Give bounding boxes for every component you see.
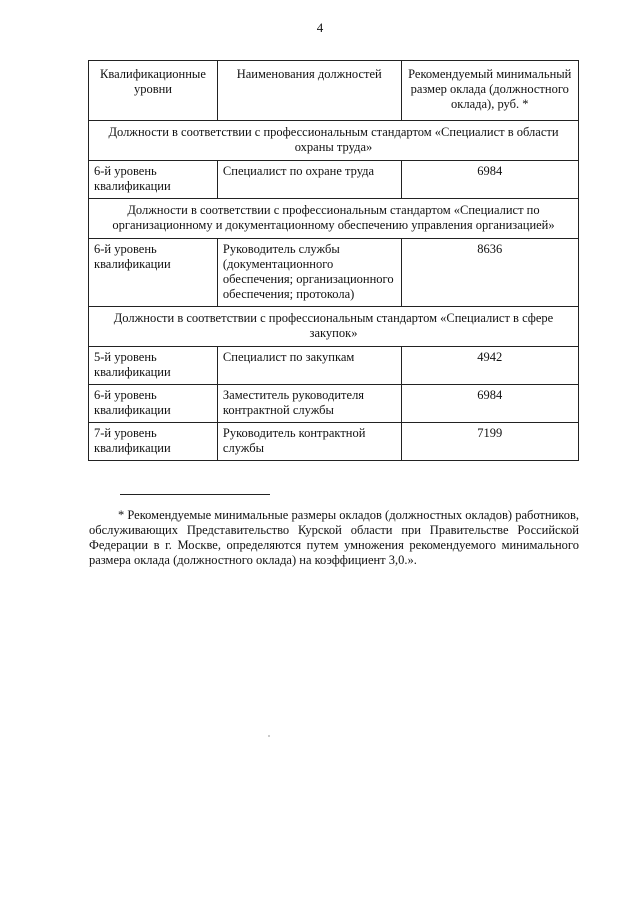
salary-table — [88, 60, 579, 461]
position-name: Заместитель руководителя контрактной службы — [217, 385, 401, 423]
salary-value: 6984 — [401, 161, 578, 199]
qualification-level: 5-й уровень квалификации — [89, 347, 218, 385]
position-name: Специалист по закупкам — [217, 347, 401, 385]
position-name: Руководитель контрактной службы — [217, 423, 401, 461]
salary-value: 7199 — [401, 423, 578, 461]
position-name: Руководитель службы (документационного обеспечения; организационного обеспечения; протокола) — [217, 239, 401, 307]
section-title-labor-safety: Должности в соответствии с профессиональным стандартом «Специалист в области охраны труда» — [89, 121, 579, 161]
qualification-level: 7-й уровень квалификации — [89, 423, 218, 461]
scan-speck — [268, 735, 270, 737]
section-title-documentation: Должности в соответствии с профессиональным стандартом «Специалист по организационному и документационному обеспечению управления организацией» — [89, 199, 579, 239]
table-row — [89, 423, 579, 461]
table-row — [89, 385, 579, 423]
section-title-procurement: Должности в соответствии с профессиональным стандартом «Специалист в сфере закупок» — [89, 307, 579, 347]
qualification-level: 6-й уровень квалификации — [89, 239, 218, 307]
header-levels: Квалификационные уровни — [89, 61, 218, 121]
section-row — [89, 307, 579, 347]
salary-value: 8636 — [401, 239, 578, 307]
footnote — [89, 508, 579, 568]
footnote-separator — [120, 494, 270, 495]
table-row — [89, 347, 579, 385]
section-row — [89, 121, 579, 161]
qualification-level: 6-й уровень квалификации — [89, 161, 218, 199]
section-row — [89, 199, 579, 239]
page-number: 4 — [316, 20, 324, 35]
salary-value: 4942 — [401, 347, 578, 385]
table-row — [89, 239, 579, 307]
position-name: Специалист по охране труда — [217, 161, 401, 199]
table-row — [89, 161, 579, 199]
salary-value: 6984 — [401, 385, 578, 423]
qualification-level: 6-й уровень квалификации — [89, 385, 218, 423]
footnote-text: * Рекомендуемые минимальные размеры окладов (должностных окладов) работников, обслуживающих Представительство Курской области при Правительстве Российской Федерации в г. Москве, определяются путем умножения рекомендуемого минимального размера оклада (должностного оклада) на коэффициент 3,0.». — [89, 508, 579, 567]
table-header-row — [89, 61, 579, 121]
header-salary: Рекомендуемый минимальный размер оклада (должностного оклада), руб. * — [401, 61, 578, 121]
header-positions: Наименования должностей — [217, 61, 401, 121]
